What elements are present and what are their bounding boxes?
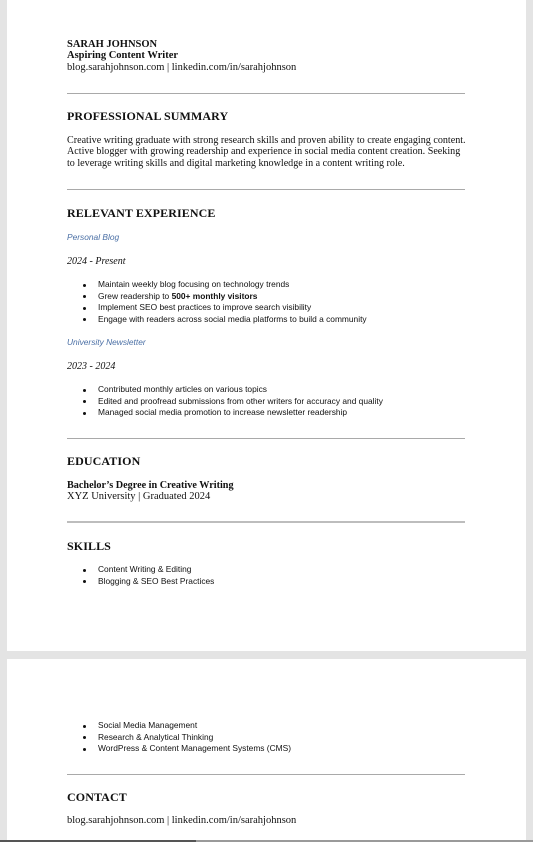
bullet-icon (83, 725, 86, 728)
bullet-icon (83, 748, 86, 751)
document-page-1 (7, 0, 526, 651)
bullet-icon (83, 569, 86, 572)
bullet-icon (83, 295, 86, 298)
bullet-icon (83, 412, 86, 415)
candidate-name: SARAH JOHNSON (67, 39, 158, 50)
job-bullet-list (67, 384, 383, 419)
list-item: Social Media Management (67, 720, 291, 732)
list-item: Implement SEO best practices to improve search visibility (67, 302, 367, 314)
contact-heading: CONTACT (67, 790, 127, 804)
list-item: Research & Analytical Thinking (67, 732, 291, 744)
candidate-title: Aspiring Content Writer (67, 50, 179, 61)
list-item: Contributed monthly articles on various topics (67, 384, 383, 396)
section-divider (67, 93, 465, 94)
list-item: Managed social media promotion to increase newsletter readership (67, 407, 383, 419)
job-dates: 2023 - 2024 (67, 361, 116, 372)
skills-list-continued (67, 720, 291, 755)
bullet-icon (83, 736, 86, 739)
document-page-2 (7, 659, 526, 842)
list-item: Blogging & SEO Best Practices (67, 576, 214, 588)
contact-links: blog.sarahjohnson.com | linkedin.com/in/sarahjohnson (67, 815, 297, 826)
job-bullet-list (67, 279, 367, 325)
job-organization: University Newsletter (67, 337, 146, 347)
list-item: Edited and proofread submissions from other writers for accuracy and quality (67, 396, 383, 408)
education-school: XYZ University | Graduated 2024 (67, 491, 211, 502)
header-links: blog.sarahjohnson.com | linkedin.com/in/sarahjohnson (67, 62, 297, 73)
job-organization: Personal Blog (67, 232, 120, 242)
education-degree: Bachelor’s Degree in Creative Writing (67, 480, 234, 491)
job-dates: 2024 - Present (67, 256, 126, 267)
summary-heading: PROFESSIONAL SUMMARY (67, 109, 229, 123)
list-item: Engage with readers across social media platforms to build a community (67, 314, 367, 326)
education-heading: EDUCATION (67, 454, 141, 468)
section-divider (67, 521, 465, 523)
bullet-icon (83, 307, 86, 310)
list-item: WordPress & Content Management Systems (CMS) (67, 743, 291, 755)
bullet-icon (83, 580, 86, 583)
section-divider (67, 189, 465, 190)
list-item: Content Writing & Editing (67, 564, 214, 576)
experience-heading: RELEVANT EXPERIENCE (67, 206, 216, 220)
list-item: Grew readership to 500+ monthly visitors (67, 291, 367, 303)
list-item: Maintain weekly blog focusing on technology trends (67, 279, 367, 291)
summary-text: Creative writing graduate with strong research skills and proven ability to create engaging content. Active blogger with growing readership and experience in social media content creation. Seeking to leverage writing skills and digital marketing knowledge in a content writing role. (67, 135, 466, 169)
skills-list (67, 564, 214, 587)
section-divider (67, 774, 465, 775)
skills-heading: SKILLS (67, 539, 111, 553)
section-divider (67, 438, 465, 439)
bullet-icon (83, 389, 86, 392)
bullet-icon (83, 400, 86, 403)
bullet-icon (83, 318, 86, 321)
bullet-icon (83, 284, 86, 287)
